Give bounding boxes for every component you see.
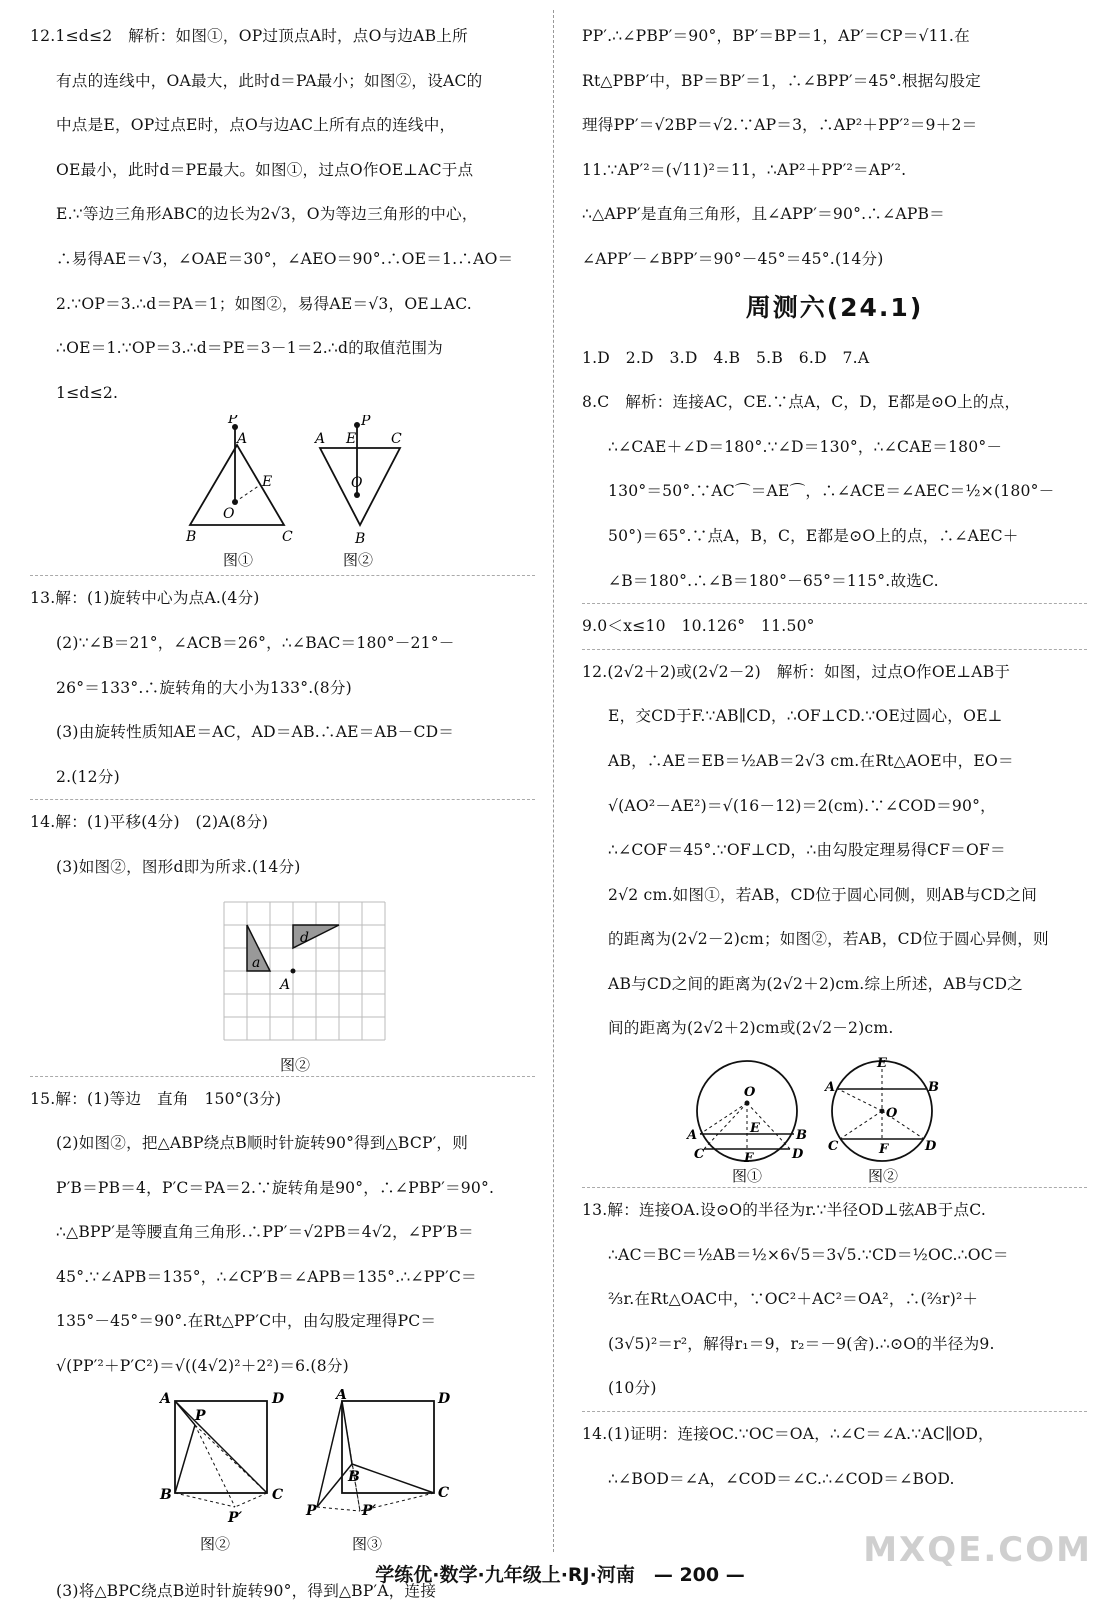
text-line: (3√5)²＝r²，解得r₁＝9，r₂＝－9(舍).∴⊙O的半径为9. <box>608 1334 995 1353</box>
text-line: 135°－45°＝90°.在Rt△PP′C中，由勾股定理得PC＝ <box>56 1312 437 1331</box>
svg-text:a: a <box>252 954 261 971</box>
q14-grid-figure <box>30 890 535 1076</box>
figure-3-square <box>305 1389 451 1553</box>
caption: 图① <box>223 551 254 570</box>
svg-text:F: F <box>744 1151 754 1167</box>
svg-text:C: C <box>694 1147 705 1163</box>
svg-text:F: F <box>879 1142 889 1158</box>
text-line: (3)如图②，图形d即为所求.(14分) <box>56 857 301 876</box>
square-diagrams <box>30 1389 535 1569</box>
text-line: (3)由旋转性质知AE＝AC，AD＝AB.∴AE＝AB－CD＝ <box>56 723 455 742</box>
text-line: ∴△APP′是直角三角形，且∠APP′＝90°.∴∠APB＝ <box>582 205 945 224</box>
svg-text:D: D <box>272 1390 285 1407</box>
continued-solution <box>582 14 1087 282</box>
q13-block <box>30 575 535 799</box>
text-line: (3)将△BPC绕点B逆时针旋转90°，得到△BP′A，连接 <box>56 1581 437 1600</box>
q12-figures <box>30 415 535 575</box>
text-line: (2)如图②，把△ABP绕点B顺时针旋转90°得到△BCP′，则 <box>56 1134 468 1153</box>
left-column <box>30 14 535 1613</box>
fill-in-answers: 9.0＜x≤10 10.126° 11.50° <box>582 603 1087 649</box>
watermark-logo: MXQE.COM <box>863 1530 1092 1570</box>
text-line: 11.∵AP′²＝(√11)²＝11，∴AP²＋PP′²＝AP′². <box>582 160 907 179</box>
caption: 图② <box>200 1534 231 1553</box>
text-line: E.∵等边三角形ABC的边长为2√3，O为等边三角形的中心， <box>56 205 478 224</box>
svg-text:B: B <box>355 531 366 548</box>
svg-text:C: C <box>282 529 293 546</box>
svg-text:B: B <box>348 1468 360 1485</box>
text-line: 有点的连线中，OA最大，此时d＝PA最小；如图②，设AC的 <box>56 71 483 90</box>
svg-text:B: B <box>796 1128 807 1144</box>
text-line: √(AO²－AE²)＝√(16－12)＝2(cm).∵∠COD＝90°， <box>608 796 996 815</box>
svg-text:E: E <box>346 431 357 448</box>
svg-text:C: C <box>272 1486 284 1503</box>
q15-figures <box>30 1389 535 1569</box>
text-line: E，交CD于F.∵AB∥CD，∴OF⊥CD.∵OE过圆心，OE⊥ <box>608 707 1003 726</box>
text-line: 26°＝133°.∴旋转角的大小为133°.(8分) <box>56 678 352 697</box>
grid-diagram <box>30 890 535 1076</box>
text-line: (10分) <box>608 1379 657 1398</box>
svg-text:O: O <box>351 475 363 492</box>
svg-text:P′: P′ <box>362 1502 377 1519</box>
svg-text:B: B <box>186 529 197 546</box>
svg-text:D: D <box>925 1139 937 1155</box>
text-line: ∴AC＝BC＝½AB＝½×6√5＝3√5.∵CD＝½OC.∴OC＝ <box>608 1245 1009 1264</box>
figure-1-triangle <box>185 415 293 569</box>
choice-answers: 1.D 2.D 3.D 4.B 5.B 6.D 7.A <box>582 348 870 367</box>
text-line: 12.(2√2＋2)或(2√2－2) 解析：如图，过点O作OE⊥AB于 <box>582 649 1087 695</box>
text-line: 间的距离为(2√2＋2)cm或(2√2－2)cm. <box>608 1019 894 1038</box>
text-line: ∴∠CAE＋∠D＝180°.∵∠D＝130°，∴∠CAE＝180°－ <box>608 437 1003 456</box>
text-line: Rt△PBP′中，BP＝BP′＝1，∴∠BPP′＝45°.根据勾股定 <box>582 71 981 90</box>
figure-1-circle <box>685 1061 807 1185</box>
text-line: 中点是E，OP过点E时，点O与边AC上所有点的连线中， <box>56 116 456 135</box>
text-line: ∴易得AE＝√3，∠OAE＝30°，∠AEO＝90°.∴OE＝1.∴AO＝ <box>56 249 514 268</box>
text-line: 45°.∵∠APB＝135°，∴∠CP′B＝∠APB＝135°.∴∠PP′C＝ <box>56 1267 477 1286</box>
svg-text:B: B <box>928 1080 939 1096</box>
svg-text:A: A <box>336 1388 347 1403</box>
svg-text:P: P <box>306 1502 317 1519</box>
caption: 图② <box>280 1055 311 1074</box>
text-line: AB，∴AE＝EB＝½AB＝2√3 cm.在Rt△AOE中，EO＝ <box>608 751 1014 770</box>
text-line: √(PP′²＋P′C²)＝√((4√2)²＋2²)＝6.(8分) <box>56 1357 349 1376</box>
svg-text:C: C <box>438 1484 450 1501</box>
circle-diagrams <box>582 1051 1087 1187</box>
q14-block <box>30 799 535 889</box>
q13-block-right <box>582 1187 1087 1411</box>
text-line: OE最小，此时d＝PE最大。如图①，过点O作OE⊥AC于点 <box>56 160 474 179</box>
text-line: 1≤d≤2. <box>56 383 119 402</box>
q8-block <box>582 380 1087 603</box>
svg-text:O: O <box>886 1106 898 1122</box>
page-footer: 学练优·数学·九年级上·RJ·河南 — 200 — <box>375 1564 745 1586</box>
text-line: 2.(12分) <box>56 767 120 786</box>
svg-text:A: A <box>687 1128 698 1144</box>
text-line: 12.1≤d≤2 解析：如图①，OP过顶点A时，点O与边AB上所 <box>30 27 468 45</box>
text-line: (2)∵∠B＝21°，∠ACB＝26°，∴∠BAC＝180°－21°－ <box>56 633 455 652</box>
text-line: 14.(1)证明：连接OC.∵OC＝OA，∴∠C＝∠A.∵AC∥OD， <box>582 1411 1087 1457</box>
svg-text:P′: P′ <box>228 1509 243 1526</box>
text-line: ∴OE＝1.∵OP＝3.∴d＝PE＝3－1＝2.∴d的取值范围为 <box>56 339 443 358</box>
svg-text:P: P <box>228 415 238 428</box>
svg-text:d: d <box>300 929 309 946</box>
svg-text:A: A <box>825 1080 836 1096</box>
text-line: 2.∵OP＝3.∴d＝PA＝1；如图②，易得AE＝√3，OE⊥AC. <box>56 294 472 313</box>
figure-2-triangle <box>313 415 402 569</box>
caption: 图③ <box>352 1534 383 1553</box>
text-line: 的距离为(2√2－2)cm；如图②，若AB，CD位于圆心异侧，则 <box>608 930 1049 949</box>
text-line: ∴△BPP′是等腰直角三角形.∴PP′＝√2PB＝4√2，∠PP′B＝ <box>56 1223 474 1242</box>
text-line: ∠B＝180°.∴∠B＝180°－65°＝115°.故选C. <box>608 571 939 590</box>
column-divider <box>553 10 554 1552</box>
text-line: 50°)＝65°.∵点A，B，C，E都是⊙O上的点，∴∠AEC＋ <box>608 526 1019 545</box>
svg-text:A: A <box>237 431 248 448</box>
caption: 图② <box>343 551 374 570</box>
svg-text:O: O <box>223 506 235 523</box>
text-line: ∴∠BOD＝∠A，∠COD＝∠C.∴∠COD＝∠BOD. <box>608 1469 955 1488</box>
svg-text:E: E <box>750 1121 760 1137</box>
text-line: 13.解：(1)旋转中心为点A.(4分) <box>30 575 535 621</box>
text-line: 理得PP′＝√2BP＝√2.∵AP＝3，∴AP²＋PP′²＝9＋2＝ <box>582 116 978 135</box>
text-line: 15.解：(1)等边 直角 150°(3分) <box>30 1076 535 1122</box>
text-line: 14.解：(1)平移(4分) (2)A(8分) <box>30 799 535 845</box>
q12-circle-figures <box>582 1051 1087 1187</box>
text-line: 2√2 cm.如图①，若AB，CD位于圆心同侧，则AB与CD之间 <box>608 885 1038 904</box>
q12-block <box>30 14 535 415</box>
text-line: AB与CD之间的距离为(2√2＋2)cm.综上所述，AB与CD之 <box>608 974 1023 993</box>
figure-2-circle <box>823 1056 939 1185</box>
text-line: P′B＝PB＝4，P′C＝PA＝2.∵旋转角是90°，∴∠PBP′＝90°. <box>56 1178 495 1197</box>
svg-text:C: C <box>828 1139 839 1155</box>
triangle-diagrams <box>30 415 535 575</box>
svg-text:E: E <box>262 474 273 491</box>
svg-text:A: A <box>280 976 291 993</box>
text-line: ∴∠COF＝45°.∵OF⊥CD，∴由勾股定理易得CF＝OF＝ <box>608 841 1006 860</box>
text-line: 13.解：连接OA.设⊙O的半径为r.∵半径OD⊥弦AB于点C. <box>582 1187 1087 1233</box>
q12-block-right <box>582 649 1087 1051</box>
caption: 图② <box>868 1167 899 1186</box>
svg-text:E: E <box>877 1056 887 1072</box>
svg-text:A: A <box>160 1390 171 1407</box>
caption: 图① <box>732 1167 763 1186</box>
text-line: 130°＝50°.∵AC⌒＝AE⌒，∴∠ACE＝∠AEC＝½×(180°－ <box>608 482 1055 501</box>
svg-text:D: D <box>792 1147 804 1163</box>
svg-text:O: O <box>744 1085 756 1101</box>
figure-2-square <box>158 1391 285 1553</box>
svg-text:D: D <box>438 1390 451 1407</box>
svg-text:B: B <box>160 1486 172 1503</box>
text-line: ∠APP′－∠BPP′＝90°－45°＝45°.(14分) <box>582 249 884 268</box>
section-title: 周测六(24.1) <box>745 292 924 322</box>
q15-block <box>30 1076 535 1389</box>
svg-text:A: A <box>315 431 326 448</box>
right-column <box>582 14 1087 1501</box>
svg-text:P: P <box>361 415 371 430</box>
svg-text:C: C <box>391 431 402 448</box>
q14-block-right <box>582 1411 1087 1501</box>
text-line: PP′.∴∠PBP′＝90°，BP′＝BP＝1，AP′＝CP＝√11.在 <box>582 27 970 45</box>
text-line: 8.C 解析：连接AC，CE.∵点A，C，D，E都是⊙O上的点， <box>582 393 1021 412</box>
text-line: ⅔r.在Rt△OAC中，∵OC²＋AC²＝OA²，∴(⅔r)²＋ <box>608 1290 979 1309</box>
svg-text:P: P <box>195 1407 206 1424</box>
